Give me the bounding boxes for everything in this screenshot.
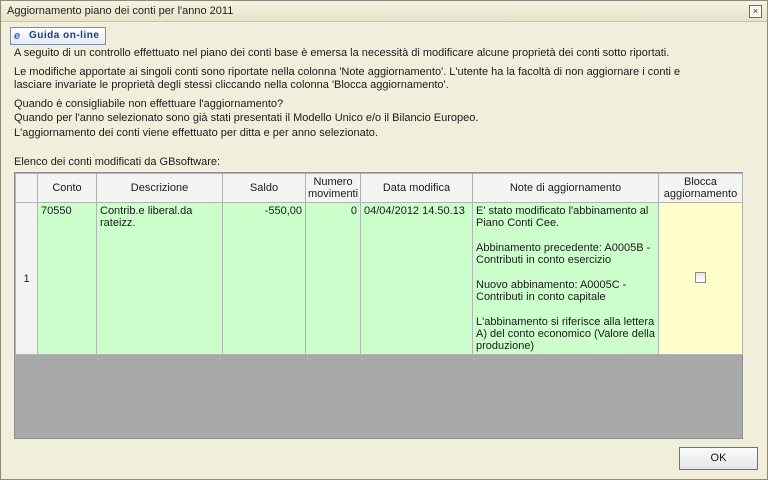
cell-blocca[interactable]: [659, 203, 743, 355]
header-saldo[interactable]: Saldo: [223, 174, 306, 203]
table-caption: Elenco dei conti modificati da GBsoftware:: [14, 156, 221, 168]
header-numero-movimenti-line2: movimenti: [307, 188, 359, 200]
header-blocca-line1: Blocca: [683, 176, 718, 188]
info-question: Quando è consigliabile non effettuare l'aggiornamento?: [14, 98, 284, 110]
cell-note[interactable]: [473, 203, 659, 355]
note-spacer: [476, 229, 655, 242]
note-spacer: [476, 303, 655, 316]
online-help-button[interactable]: [10, 27, 106, 45]
header-descrizione[interactable]: Descrizione: [97, 174, 223, 203]
ok-button[interactable]: OK: [679, 447, 758, 470]
cell-conto[interactable]: 70550: [38, 203, 97, 355]
header-rownum: [16, 174, 38, 203]
header-blocca[interactable]: [659, 174, 743, 203]
header-data-modifica[interactable]: Data modifica: [361, 174, 473, 203]
info-text-1: A seguito di un controllo effettuato nel piano dei conti base è emersa la necessità di modificare alcune proprietà dei conti sotto riportati.: [14, 47, 670, 59]
info-answer: Quando per l'anno selezionato sono già stati presentati il Modello Unico e/o il Bilancio Europeo.: [14, 112, 479, 124]
close-icon[interactable]: ×: [749, 5, 762, 18]
header-blocca-line2: aggiornamento: [663, 188, 738, 200]
accounts-table: [15, 173, 743, 355]
table-header-row: [16, 174, 743, 203]
header-conto[interactable]: Conto: [38, 174, 97, 203]
info-text-5: L'aggiornamento dei conti viene effettuato per ditta e per anno selezionato.: [14, 127, 378, 139]
header-numero-movimenti-line1: Numero: [313, 176, 353, 188]
note-paragraph-4: L'abbinamento si riferisce alla lettera A) del conto economico (Valore della produzione): [476, 316, 655, 352]
note-paragraph-3: Nuovo abbinamento: A0005C - Contributi in conto capitale: [476, 279, 627, 303]
info-text-2b: lasciare invariate le proprietà degli stessi cliccando nella colonna 'Blocca aggiornamento'.: [14, 79, 449, 91]
cell-descrizione[interactable]: Contrib.e liberal.da rateizz.: [97, 203, 223, 355]
note-paragraph-1: E' stato modificato l'abbinamento al Piano Conti Cee.: [476, 205, 649, 229]
row-number: 1: [16, 203, 38, 355]
modified-accounts-grid: [14, 172, 743, 439]
window-title: Aggiornamento piano dei conti per l'anno 2011: [7, 5, 234, 17]
title-bar[interactable]: [1, 1, 767, 22]
header-numero-movimenti[interactable]: [306, 174, 361, 203]
blocca-checkbox[interactable]: [695, 272, 706, 283]
note-spacer: [476, 266, 655, 279]
cell-numero-movimenti[interactable]: 0: [306, 203, 361, 355]
e-help-icon: e: [14, 30, 21, 42]
table-row[interactable]: [16, 203, 743, 355]
info-text-2a: Le modifiche apportate ai singoli conti sono riportate nella colonna 'Note aggiornamento'. L'utente ha la facoltà di non aggiornare i conti e: [14, 66, 681, 78]
cell-data-modifica[interactable]: 04/04/2012 14.50.13: [361, 203, 473, 355]
note-paragraph-2: Abbinamento precedente: A0005B - Contributi in conto esercizio: [476, 242, 651, 266]
online-help-label: Guida on-line: [29, 30, 100, 41]
cell-saldo[interactable]: -550,00: [223, 203, 306, 355]
header-note[interactable]: Note di aggiornamento: [473, 174, 659, 203]
